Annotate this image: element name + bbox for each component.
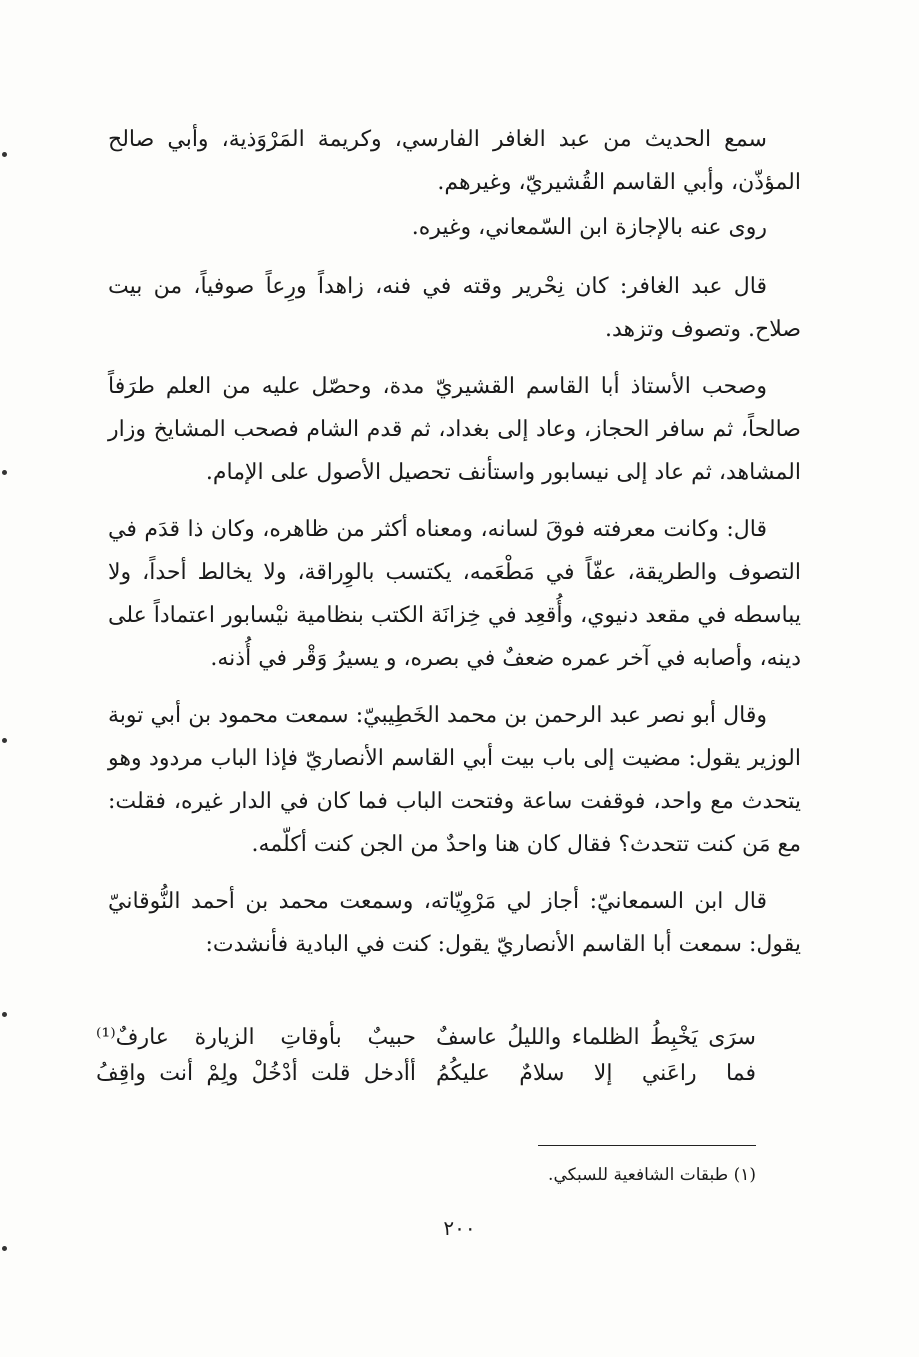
paragraph: قال ابن السمعانيّ: أجاز لي مَرْوِيّاته، وسمعت محمد بن أحمد النُّوقانيّ يقول: سمعت أبا القاسم الأنصاريّ يقول: كنت في البادية فأنشدت: xyxy=(108,889,801,957)
paragraph: سمع الحديث من عبد الغافر الفارسي، وكريمة المَرْوَذية، وأبي صالح المؤذّن، وأبي القاسم القُشيريّ، وغيرهم. xyxy=(108,127,801,195)
paragraph: روى عنه بالإجازة ابن السّمعاني، وغيره. xyxy=(411,215,767,240)
margin-mark xyxy=(2,1012,7,1017)
footnote-separator xyxy=(538,1145,756,1146)
margin-mark xyxy=(2,470,7,475)
verse-block xyxy=(96,1020,756,1092)
paragraph: قال عبد الغافر: كان نِحْرير وقته في فنه، زاهداً ورِعاً صوفياً، من بيت صلاح. وتصوف وتزهد. xyxy=(108,274,801,342)
hemistich-first: سرَى يَخْبِطُ الظلماء والليلُ عاسفٌ xyxy=(436,1025,756,1050)
body-text xyxy=(108,118,801,966)
hemistich-second: حبيبٌ بأوقاتِ الزيارة عارفٌ⁽¹⁾ xyxy=(96,1025,416,1050)
page-number: ٢٠٠ xyxy=(443,1216,476,1240)
hemistich-second: أأدخل قلت أدْخُلْ ولِمْ أنت واقِفُ xyxy=(96,1061,416,1086)
verse-line xyxy=(96,1056,756,1092)
footnote: (١) طبقات الشافعية للسبكي. xyxy=(548,1165,756,1185)
margin-mark xyxy=(2,738,7,743)
margin-mark xyxy=(2,152,7,157)
paragraph: وصحب الأستاذ أبا القاسم القشيريّ مدة، وحصّل عليه من العلم طرَفاً صالحاً، ثم سافر الحجاز، وعاد إلى بغداد، ثم قدم الشام فصحب المشايخ وزار المشاهد، ثم عاد إلى نيسابور واستأنف تحصيل الأصول على الإمام. xyxy=(108,374,801,485)
margin-mark xyxy=(2,1246,7,1251)
paragraph: قال: وكانت معرفته فوقَ لسانه، ومعناه أكثر من ظاهره، وكان ذا قدَم في التصوف والطريقة، عفّاً في مَطْعَمه، يكتسب بالوِراقة، ولا يخالط أحداً، ولا يباسطه في مقعد دنيوي، وأُقعِد في خِزانَة الكتب بنظامية نيْسابور اعتماداً على دينه، وأصابه في آخر عمره ضعفٌ في بصره، و يسيرُ وَقْر في أُذنه. xyxy=(108,517,801,671)
verse-line xyxy=(96,1020,756,1056)
paragraph: وقال أبو نصر عبد الرحمن بن محمد الخَطِيبيّ: سمعت محمود بن أبي توبة الوزير يقول: مضيت إلى باب بيت أبي القاسم الأنصاريّ فإذا الباب مردود وهو يتحدث مع واحد، فوقفت ساعة وفتحت الباب فما كان في الدار غيره، فقلت: مع مَن كنت تتحدث؟ فقال كان هنا واحدٌ من الجن كنت أكلّمه. xyxy=(108,703,801,857)
hemistich-first: فما راعَني إلا سلامٌ عليكُمُ xyxy=(436,1061,756,1086)
